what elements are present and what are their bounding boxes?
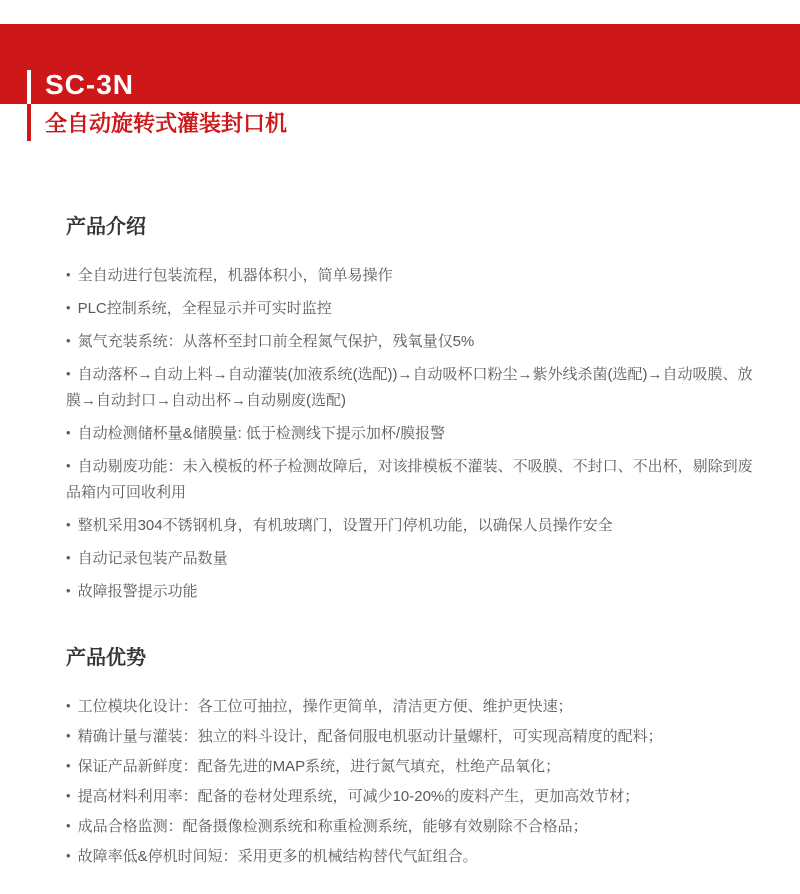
list-item-text: 自动剔废功能：未入模板的杯子检测故障后，对该排模板不灌装、不吸膜、不封口、不出杯，剔除到废品箱内可回收利用	[66, 458, 753, 501]
model-name: SC-3N	[45, 69, 135, 100]
list-item-text: PLC控制系统，全程显示并可实时监控	[77, 300, 332, 317]
list-item-text: 精确计量与灌装：独立的料斗设计，配备伺服电机驱动计量螺杆，可实现高精度的配料；	[77, 728, 663, 745]
bullet-icon: •	[66, 818, 71, 833]
banner-left-tick	[27, 70, 31, 104]
title-left-tick	[27, 104, 31, 141]
bullet-icon: •	[66, 550, 71, 565]
bullet-icon: •	[66, 758, 71, 773]
bullet-icon: •	[66, 583, 71, 598]
list-item	[66, 420, 762, 447]
bullet-icon: •	[66, 366, 71, 381]
bullet-icon: •	[66, 728, 71, 743]
bullet-icon: •	[66, 788, 71, 803]
list-item-text: 工位模块化设计：各工位可抽拉，操作更简单，清洁更方便、维护更快速；	[77, 698, 573, 715]
model-banner	[0, 24, 800, 104]
list-item-text: 整机采用304不锈钢机身，有机玻璃门，设置开门停机功能，以确保人员操作安全	[77, 517, 613, 534]
bullet-icon: •	[66, 517, 71, 532]
list-item-text: 提高材料利用率：配备的卷材处理系统，可减少10-20%的废料产生，更加高效节材；	[77, 788, 640, 805]
list-item	[66, 262, 762, 289]
list-item-text: 保证产品新鲜度：配备先进的MAP系统，进行氮气填充，杜绝产品氧化；	[77, 758, 561, 775]
list-item	[66, 578, 762, 605]
bullet-icon: •	[66, 267, 71, 282]
list-item-text: 自动检测储杯量&储膜量: 低于检测线下提示加杯/膜报警	[77, 425, 446, 442]
list-item-text: 故障报警提示功能	[77, 583, 198, 600]
list-item-text: 故障率低&停机时间短：采用更多的机械结构替代气缸组合。	[77, 848, 478, 865]
list-item	[66, 328, 762, 355]
list-item	[66, 693, 762, 720]
list-item	[66, 843, 762, 870]
list-item	[66, 453, 762, 506]
list-item	[66, 723, 762, 750]
list-item	[66, 813, 762, 840]
list-item	[66, 753, 762, 780]
list-item-text: 自动记录包装产品数量	[77, 550, 228, 567]
list-item-text: 氮气充装系统：从落杯至封口前全程氮气保护，残氧量仅5%	[77, 333, 475, 350]
section-product-introduction	[66, 214, 762, 605]
section-product-advantages	[66, 645, 762, 870]
section-heading-advantages: 产品优势	[66, 647, 146, 669]
list-item	[66, 361, 762, 414]
list-item	[66, 545, 762, 572]
bullet-icon: •	[66, 698, 71, 713]
product-title: 全自动旋转式灌装封口机	[45, 111, 288, 136]
list-item-text: 成品合格监测：配备摄像检测系统和称重检测系统，能够有效剔除不合格品；	[77, 818, 588, 835]
list-item-text: 自动落杯→自动上料→自动灌装(加液系统(选配))→自动吸杯口粉尘→紫外线杀菌(选配)→自动吸膜、放膜→自动封口→自动出杯→自动剔废(选配)	[66, 366, 753, 409]
list-item	[66, 512, 762, 539]
bullet-icon: •	[66, 425, 71, 440]
bullet-icon: •	[66, 333, 71, 348]
bullet-icon: •	[66, 848, 71, 863]
bullet-icon: •	[66, 300, 71, 315]
bullet-icon: •	[66, 458, 71, 473]
page-content	[66, 214, 762, 873]
list-item-text: 全自动进行包装流程，机器体积小，简单易操作	[77, 267, 393, 284]
list-item	[66, 783, 762, 810]
section-heading-introduction: 产品介绍	[66, 216, 146, 238]
list-item	[66, 295, 762, 322]
